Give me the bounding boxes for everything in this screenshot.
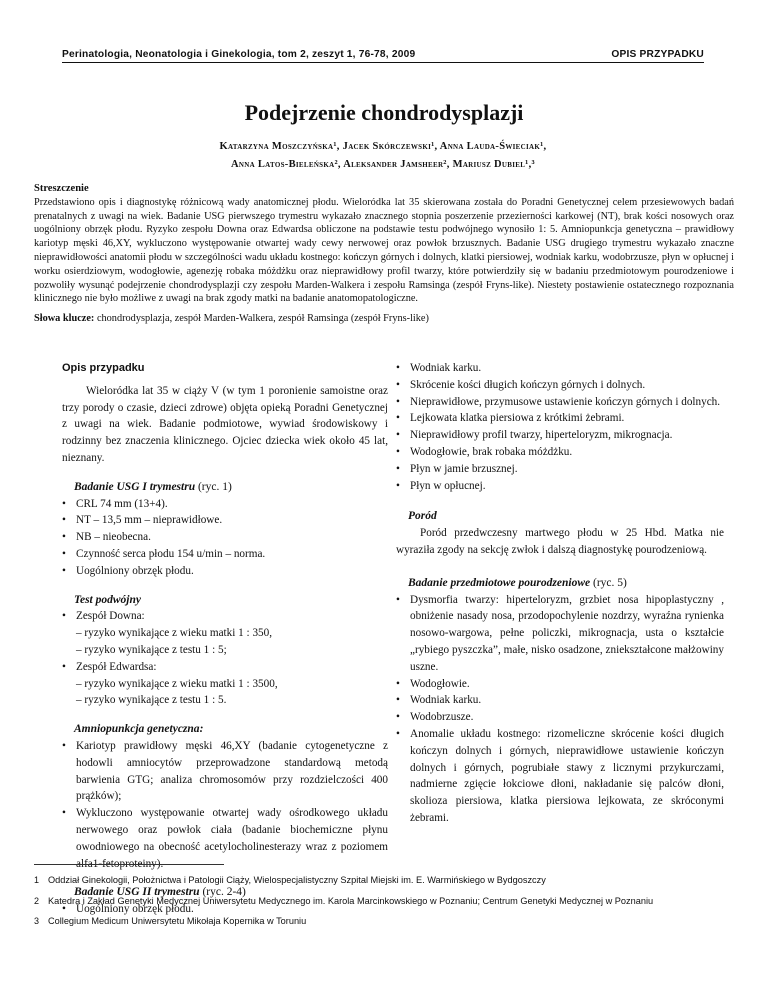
amnio-heading: Amniopunkcja genetyczna:: [74, 723, 204, 736]
list-item: • Wodniak karku.: [396, 360, 724, 377]
list-subitem: – ryzyko wynikające z testu 1 : 5;: [76, 643, 227, 656]
list-item: • Lejkowata klatka piersiowa z krótkimi żebrami.: [396, 410, 724, 427]
list-item: • Anomalie układu kostnego: rizomeliczne skrócenie kości długich kończyn dolnych i górnych, nieprawidłowe ustawienie kończyn dolnych i górnych, pogrubiałe stawy z licznymi przykurczami, nadmierne zgięcie łokciowe dłoni, nakładanie się palców dłoni, skolioza piersiowa, klatka piersiowa lejkowata, ze skróconymi żebrami.: [396, 726, 724, 827]
list-item: • CRL 74 mm (13+4).: [62, 496, 388, 513]
running-header: [62, 40, 704, 60]
keywords-label: Słowa klucze:: [34, 313, 95, 325]
list-item: • Wykluczono występowanie otwartej wady ośrodkowego układu nerwowego oraz powłok ciała (badanie biochemiczne płynu owodniowego na obecność acetylocholinesterazy wraz z poziomem alfa1-fetoproteiny).: [62, 805, 388, 872]
abstract-text: Przedstawiono opis i diagnostykę różnicową wady anatomicznej płodu. Wieloródka lat 35 skierowana została do Poradni Genetycznej celem przesiewowych badań prenatalnych z uwagi na wiek. Badanie USG pierwszego trymestru wykazało znacznego stopnia poszerzenie przezierności karkowej (NT), brak kości nosowych oraz uogólniony obrzęk płodu. Ryzyko zespołu Downa oraz Edwardsa obliczone na podstawie testu podwójnego wynosiło 1: 5. Amniopunkcja genetyczna – prawidłowy kariotyp męski 46,XY, wykluczono występowanie otwartej wady cewy nerwowej oraz powłok brzusznych. Badanie USG drugiego trymestru wykazało znaczne nieprawidłowości anatomii płodu w szczególności wadu układu kostnego: kończyn górnych i dolnych, klatki piersiowej, wodniak karku, wodobrzusze, płyn w opłucnej i worku osierdziowym, wodogłowie, agenezję robaka móżdżku oraz nieprawidłowy profil twarzy, które potwierdziły się w badaniu przedmiotowym pourodzeniowe i pozwoliły wysunąć podejrzenie chondrodysplazji czy zespołu Marden-Walkera i zespołu Ramsinga (zespół Fryns-like). Niestety postawienie ostatecznego rozpoznania klinicznego nie było możliwe z uwagi na brak zgody matki na badanie anatomopatologiczne.: [34, 196, 734, 305]
case-intro: Wieloródka lat 35 w ciąży V (w tym 1 poronienie samoistne oraz trzy porody o czasie, dzieci zdrowe) objęta opieką Poradni Genetycznej z uwagi na wiek. Badanie podmiotowe, wywiad środowiskowy i rodzinny bez znaczenia klinicznego. Ojciec dziecka wiek około 45 lat, nieznany.: [62, 384, 388, 464]
list-item: • Skrócenie kości długich kończyn górnych i dolnych.: [396, 377, 724, 394]
list-item: • Kariotyp prawidłowy męski 46,XY (badanie cytogenetyczne z hodowli amniocytów przeprowadzone standardową metodą barwienia GTG; analiza chromosomów przy rozdzielczości 400 prążków);: [62, 738, 388, 805]
usg1-list: [62, 496, 388, 580]
keywords: [34, 312, 734, 326]
list-item: • Płyn w opłucnej.: [396, 478, 724, 495]
article-title: Podejrzenie chondrodysplazji: [244, 100, 524, 125]
list-subitem: – ryzyko wynikające z wieku matki 1 : 350,: [76, 627, 273, 640]
footnotes: [34, 874, 704, 936]
author-line-2: Anna Latos-Bieleńska², Aleksander Jamsheer², Mariusz Dubiel¹,³: [231, 159, 535, 170]
article-type: OPIS PRZYPADKU: [611, 49, 704, 60]
list-item: • Płyn w jamie brzusznej.: [396, 461, 724, 478]
test-list: [62, 608, 388, 709]
list-item: • Zespół Downa:: [62, 608, 388, 625]
birth-text: Poród przedwczesny martwego płodu w 25 Hbd. Matka nie wyraziła zgody na sekcję zwłok i dalszą diagnostykę pourodzeniową.: [396, 527, 724, 556]
list-item: • Czynność serca płodu 154 u/min – norma.: [62, 546, 388, 563]
list-subitem: – ryzyko wynikające z wieku matki 1 : 3500,: [76, 677, 278, 690]
header-rule: [62, 62, 704, 63]
list-item: • Uogólniony obrzęk płodu.: [62, 563, 388, 580]
list-item: • NB – nieobecna.: [62, 529, 388, 546]
usg1-heading: Badanie USG I trymestru (ryc. 1): [74, 480, 232, 493]
amnio-list: [62, 738, 388, 872]
postnatal-list: [396, 592, 724, 827]
keywords-text: chondrodysplazja, zespół Marden-Walkera, zespół Ramsinga (zespół Fryns-like): [96, 313, 429, 325]
list-item: • Dysmorfia twarzy: hiperteloryzm, grzbiet nosa hipoplastyczny , obniżenie nasady nosa, przodopochylenie nozdrzy, wyraźna rynienka nosowo-wargowa, pełne policzki, mikrognacja, usta o kształcie „rybiego pyszczka”, małe, nisko osadzone, zniekształcone małżowiny uszne.: [396, 592, 724, 676]
footnote: 2 Katedra i Zakład Genetyki Medycznej Uniwersytetu Medycznego im. Karola Marcinkowskiego w Poznaniu; Centrum Genetyki Medycznej w Poznaniu: [34, 895, 654, 906]
footnote-rule: [34, 864, 224, 865]
list-item: • Zespół Edwardsa:: [62, 659, 388, 676]
birth-heading: Poród: [408, 510, 437, 523]
list-item: • Wodobrzusze.: [396, 709, 724, 726]
list-item: • Nieprawidłowy profil twarzy, hiperteloryzm, mikrognacja.: [396, 427, 724, 444]
test-heading: Test podwójny: [74, 593, 141, 606]
right-column: [396, 360, 724, 827]
list-item: • NT – 13,5 mm – nieprawidłowe.: [62, 512, 388, 529]
left-column: [62, 360, 388, 918]
list-item: • Nieprawidłowe, przymusowe ustawienie kończyn górnych i dolnych.: [396, 394, 724, 411]
list-item: • Wodogłowie.: [396, 676, 724, 693]
list-item: • Uogólniony obrzęk płodu.: [62, 901, 388, 918]
abstract: [34, 182, 734, 326]
section-heading: Opis przypadku: [62, 362, 145, 374]
author-list: [62, 138, 704, 174]
author-line-1: Katarzyna Moszczyńska¹, Jacek Skórczewski¹, Anna Lauda-Świeciak¹,: [219, 141, 547, 152]
journal-citation: Perinatologia, Neonatologia i Ginekologia, tom 2, zeszyt 1, 76-78, 2009: [62, 49, 416, 60]
footnote: 1 Oddział Ginekologii, Położnictwa i Patologii Ciąży, Wielospecjalistyczny Szpital Miejski im. E. Warmińskiego w Bydgoszczy: [34, 875, 546, 885]
list-item: • Wodniak karku.: [396, 692, 724, 709]
list-item: • Wodogłowie, brak robaka móżdżku.: [396, 444, 724, 461]
usg2-heading: Badanie USG II trymestru (ryc. 2-4): [74, 886, 246, 899]
usg2-list-right: [396, 360, 724, 494]
footnote: 3 Collegium Medicum Uniwersytetu Mikołaja Kopernika w Toruniu: [34, 916, 307, 926]
postnatal-heading: Badanie przedmiotowe pourodzeniowe (ryc. 5): [408, 576, 627, 589]
abstract-heading: Streszczenie: [34, 183, 89, 194]
list-subitem: – ryzyko wynikające z testu 1 : 5.: [76, 694, 227, 707]
